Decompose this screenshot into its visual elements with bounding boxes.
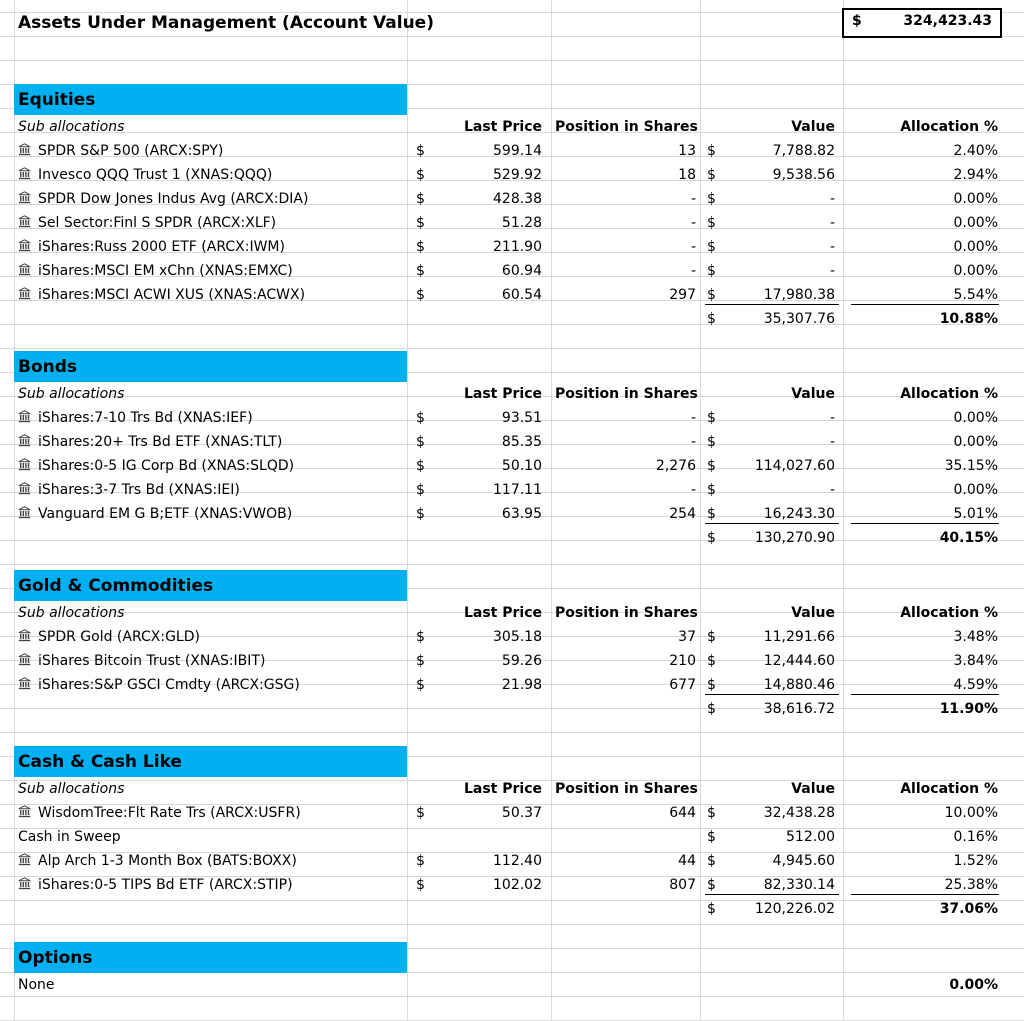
header-last-price: Last Price	[463, 781, 542, 797]
last-price: 599.14	[493, 143, 542, 159]
header-value: Value	[791, 119, 835, 135]
last-price: 51.28	[501, 215, 542, 231]
position-shares: 210	[669, 653, 696, 669]
sub-allocations-label: Sub allocations	[18, 781, 125, 797]
price-currency: $	[416, 877, 425, 893]
holding-value: 14,880.46	[763, 677, 835, 693]
aum-value: 324,423.43	[903, 13, 992, 29]
value-currency: $	[707, 853, 716, 869]
holding-name	[18, 649, 403, 673]
position-shares: 807	[669, 877, 696, 893]
holding-value: -	[829, 482, 835, 498]
value-currency: $	[707, 263, 716, 279]
holding-name-text: Invesco QQQ Trust 1 (XNAS:QQQ)	[38, 167, 273, 183]
price-currency: $	[416, 482, 425, 498]
holding-name	[18, 430, 403, 454]
holding-value: -	[829, 263, 835, 279]
section-total-value: 35,307.76	[763, 311, 835, 327]
last-price: 112.40	[493, 853, 542, 869]
last-price: 305.18	[493, 629, 542, 645]
sum-underline	[705, 304, 839, 305]
value-currency: $	[707, 805, 716, 821]
header-allocation: Allocation %	[900, 781, 998, 797]
section-header	[14, 746, 407, 777]
sum-underline	[705, 694, 839, 695]
total-currency: $	[707, 901, 716, 917]
last-price: 85.35	[501, 434, 542, 450]
position-shares: -	[690, 263, 696, 279]
last-price: 60.54	[501, 287, 542, 303]
section-header	[14, 570, 407, 601]
holding-name	[18, 211, 403, 235]
holding-name	[18, 454, 403, 478]
position-shares	[555, 825, 696, 849]
price-currency: $	[416, 239, 425, 255]
price-currency: $	[416, 263, 425, 279]
price-currency: $	[416, 653, 425, 669]
total-currency: $	[707, 701, 716, 717]
bank-icon	[18, 191, 31, 204]
position-shares: 297	[669, 287, 696, 303]
position-shares: -	[690, 482, 696, 498]
bank-icon	[18, 215, 31, 228]
holding-name-text: iShares:7-10 Trs Bd (XNAS:IEF)	[38, 410, 253, 426]
position-shares: -	[690, 239, 696, 255]
holding-name-text: Vanguard EM G B;ETF (XNAS:VWOB)	[38, 506, 293, 522]
section-total-value: 130,270.90	[754, 530, 835, 546]
value-currency: $	[707, 410, 716, 426]
value-currency: $	[707, 434, 716, 450]
allocation-percent: 25.38%	[944, 877, 998, 893]
grid-column-line	[700, 0, 701, 1020]
grid-column-line	[14, 0, 15, 1020]
price-currency: $	[416, 853, 425, 869]
holding-name-text: iShares:MSCI ACWI XUS (XNAS:ACWX)	[38, 287, 306, 303]
section-total-allocation: 11.90%	[939, 701, 998, 717]
holding-name	[18, 406, 403, 430]
holding-name-text: Cash in Sweep	[18, 829, 121, 845]
holding-value: 114,027.60	[754, 458, 835, 474]
header-allocation: Allocation %	[900, 605, 998, 621]
position-shares: 254	[669, 506, 696, 522]
allocation-percent: 10.00%	[944, 805, 998, 821]
grid-row-line	[0, 924, 1024, 925]
page-title: Assets Under Management (Account Value)	[18, 13, 434, 33]
position-shares: 2,276	[655, 458, 696, 474]
price-currency	[416, 825, 436, 849]
price-currency: $	[416, 167, 425, 183]
holding-name	[18, 673, 403, 697]
holding-name-text: SPDR S&P 500 (ARCX:SPY)	[38, 143, 224, 159]
bank-icon	[18, 410, 31, 423]
section-title: Bonds	[18, 357, 78, 377]
holding-name	[18, 801, 403, 825]
price-currency: $	[416, 677, 425, 693]
holding-name-text: Sel Sector:Finl S SPDR (ARCX:XLF)	[38, 215, 277, 231]
allocation-percent: 1.52%	[953, 853, 998, 869]
position-shares: 13	[678, 143, 696, 159]
last-price: 50.37	[501, 805, 542, 821]
holding-name-text: SPDR Dow Jones Indus Avg (ARCX:DIA)	[38, 191, 309, 207]
price-currency: $	[416, 191, 425, 207]
grid-column-line	[551, 0, 552, 1020]
header-position: Position in Shares	[555, 386, 698, 402]
price-currency: $	[416, 629, 425, 645]
header-allocation: Allocation %	[900, 386, 998, 402]
last-price: 529.92	[493, 167, 542, 183]
holding-name	[18, 478, 403, 502]
section-total-allocation: 10.88%	[939, 311, 998, 327]
last-price: 428.38	[493, 191, 542, 207]
grid-column-line	[843, 0, 844, 1020]
allocation-percent: 4.59%	[953, 677, 998, 693]
holding-name	[18, 259, 403, 283]
holding-name	[18, 163, 403, 187]
value-currency: $	[707, 829, 716, 845]
holding-name-text: SPDR Gold (ARCX:GLD)	[38, 629, 200, 645]
value-currency: $	[707, 458, 716, 474]
section-header	[14, 351, 407, 382]
section-title: Equities	[18, 90, 96, 110]
holding-name-text: Alp Arch 1-3 Month Box (BATS:BOXX)	[38, 853, 297, 869]
last-price: 21.98	[501, 677, 542, 693]
bank-icon	[18, 287, 31, 300]
allocation-percent: 0.00%	[953, 215, 998, 231]
holding-value: 9,538.56	[772, 167, 835, 183]
bank-icon	[18, 653, 31, 666]
bank-icon	[18, 677, 31, 690]
grid-row-line	[0, 348, 1024, 349]
section-title: Options	[18, 948, 93, 968]
holding-value: 7,788.82	[772, 143, 835, 159]
bank-icon	[18, 458, 31, 471]
allocation-percent: 35.15%	[944, 458, 998, 474]
holding-value: -	[829, 434, 835, 450]
holding-name-text: iShares:0-5 TIPS Bd ETF (ARCX:STIP)	[38, 877, 293, 893]
holding-name-text: WisdomTree:Flt Rate Trs (ARCX:USFR)	[38, 805, 301, 821]
holding-name-text: iShares:MSCI EM xChn (XNAS:EMXC)	[38, 263, 293, 279]
bank-icon	[18, 167, 31, 180]
allocation-percent: 3.48%	[953, 629, 998, 645]
last-price: 63.95	[501, 506, 542, 522]
allocation-percent: 0.00%	[953, 239, 998, 255]
holding-name-text: iShares Bitcoin Trust (XNAS:IBIT)	[38, 653, 266, 669]
holding-value: 512.00	[786, 829, 835, 845]
grid-row-line	[0, 564, 1024, 565]
allocation-percent: 0.00%	[953, 482, 998, 498]
sum-underline	[851, 694, 999, 695]
header-value: Value	[791, 781, 835, 797]
holding-name	[18, 873, 403, 897]
holding-name-text: iShares:Russ 2000 ETF (ARCX:IWM)	[38, 239, 285, 255]
value-currency: $	[707, 877, 716, 893]
bank-icon	[18, 629, 31, 642]
holding-value: -	[829, 239, 835, 255]
holding-name	[18, 139, 403, 163]
last-price: 60.94	[501, 263, 542, 279]
bank-icon	[18, 506, 31, 519]
price-currency: $	[416, 458, 425, 474]
bank-icon	[18, 805, 31, 818]
section-total-allocation: 40.15%	[939, 530, 998, 546]
holding-value: 17,980.38	[763, 287, 835, 303]
position-shares: 644	[669, 805, 696, 821]
holding-name-text: iShares:S&P GSCI Cmdty (ARCX:GSG)	[38, 677, 300, 693]
last-price	[440, 825, 542, 849]
sum-underline	[705, 894, 839, 895]
position-shares: 37	[678, 629, 696, 645]
section-header	[14, 84, 407, 115]
value-currency: $	[707, 677, 716, 693]
position-shares: 677	[669, 677, 696, 693]
grid-row-line	[0, 732, 1024, 733]
position-shares: -	[690, 410, 696, 426]
price-currency: $	[416, 143, 425, 159]
header-allocation: Allocation %	[900, 119, 998, 135]
sum-underline	[705, 523, 839, 524]
total-currency: $	[707, 530, 716, 546]
last-price: 102.02	[493, 877, 542, 893]
value-currency: $	[707, 191, 716, 207]
value-currency: $	[707, 629, 716, 645]
grid-column-line	[407, 0, 408, 1020]
last-price: 59.26	[501, 653, 542, 669]
options-none-label: None	[18, 977, 55, 993]
bank-icon	[18, 239, 31, 252]
value-currency: $	[707, 287, 716, 303]
holding-value: -	[829, 215, 835, 231]
holding-value: 32,438.28	[763, 805, 835, 821]
price-currency: $	[416, 805, 425, 821]
header-value: Value	[791, 605, 835, 621]
allocation-percent: 0.00%	[953, 191, 998, 207]
value-currency: $	[707, 482, 716, 498]
price-currency: $	[416, 410, 425, 426]
holding-value: 12,444.60	[763, 653, 835, 669]
holding-name	[18, 849, 403, 873]
allocation-percent: 3.84%	[953, 653, 998, 669]
allocation-percent: 0.00%	[953, 434, 998, 450]
bank-icon	[18, 143, 31, 156]
allocation-percent: 5.54%	[953, 287, 998, 303]
holding-name	[18, 187, 403, 211]
holding-name	[18, 235, 403, 259]
price-currency: $	[416, 287, 425, 303]
holding-value: -	[829, 191, 835, 207]
last-price: 93.51	[501, 410, 542, 426]
holding-name	[18, 502, 403, 526]
aum-currency: $	[852, 13, 862, 29]
section-total-value: 38,616.72	[763, 701, 835, 717]
position-shares: -	[690, 215, 696, 231]
sub-allocations-label: Sub allocations	[18, 605, 125, 621]
sum-underline	[851, 894, 999, 895]
allocation-percent: 0.16%	[953, 829, 998, 845]
bank-icon	[18, 434, 31, 447]
price-currency: $	[416, 506, 425, 522]
header-last-price: Last Price	[463, 119, 542, 135]
grid-row-line	[0, 60, 1024, 61]
sum-underline	[851, 304, 999, 305]
aum-total-box	[842, 8, 1002, 38]
sub-allocations-label: Sub allocations	[18, 386, 125, 402]
header-position: Position in Shares	[555, 781, 698, 797]
value-currency: $	[707, 506, 716, 522]
value-currency: $	[707, 239, 716, 255]
value-currency: $	[707, 215, 716, 231]
position-shares: -	[690, 191, 696, 207]
header-position: Position in Shares	[555, 119, 698, 135]
holding-value: 11,291.66	[763, 629, 835, 645]
options-allocation: 0.00%	[949, 977, 998, 993]
header-last-price: Last Price	[463, 605, 542, 621]
holding-name-text: iShares:3-7 Trs Bd (XNAS:IEI)	[38, 482, 240, 498]
last-price: 211.90	[493, 239, 542, 255]
value-currency: $	[707, 653, 716, 669]
bank-icon	[18, 263, 31, 276]
section-header	[14, 942, 407, 973]
section-title: Gold & Commodities	[18, 576, 214, 596]
allocation-percent: 0.00%	[953, 263, 998, 279]
position-shares: -	[690, 434, 696, 450]
last-price: 117.11	[493, 482, 542, 498]
holding-value: 82,330.14	[763, 877, 835, 893]
holding-name-text: iShares:20+ Trs Bd ETF (XNAS:TLT)	[38, 434, 283, 450]
allocation-percent: 5.01%	[953, 506, 998, 522]
holding-value: 4,945.60	[772, 853, 835, 869]
bank-icon	[18, 482, 31, 495]
value-currency: $	[707, 143, 716, 159]
section-total-value: 120,226.02	[754, 901, 835, 917]
price-currency: $	[416, 215, 425, 231]
allocation-percent: 2.94%	[953, 167, 998, 183]
last-price: 50.10	[501, 458, 542, 474]
holding-name-text: iShares:0-5 IG Corp Bd (XNAS:SLQD)	[38, 458, 295, 474]
value-currency: $	[707, 167, 716, 183]
holding-name	[18, 625, 403, 649]
price-currency: $	[416, 434, 425, 450]
sum-underline	[851, 523, 999, 524]
bank-icon	[18, 853, 31, 866]
position-shares: 44	[678, 853, 696, 869]
header-value: Value	[791, 386, 835, 402]
bank-icon	[18, 877, 31, 890]
holding-value: 16,243.30	[763, 506, 835, 522]
total-currency: $	[707, 311, 716, 327]
allocation-percent: 2.40%	[953, 143, 998, 159]
section-title: Cash & Cash Like	[18, 752, 182, 772]
section-total-allocation: 37.06%	[939, 901, 998, 917]
position-shares: 18	[678, 167, 696, 183]
header-position: Position in Shares	[555, 605, 698, 621]
holding-value: -	[829, 410, 835, 426]
holding-name	[18, 825, 403, 849]
header-last-price: Last Price	[463, 386, 542, 402]
holding-name	[18, 283, 403, 307]
allocation-percent: 0.00%	[953, 410, 998, 426]
sub-allocations-label: Sub allocations	[18, 119, 125, 135]
